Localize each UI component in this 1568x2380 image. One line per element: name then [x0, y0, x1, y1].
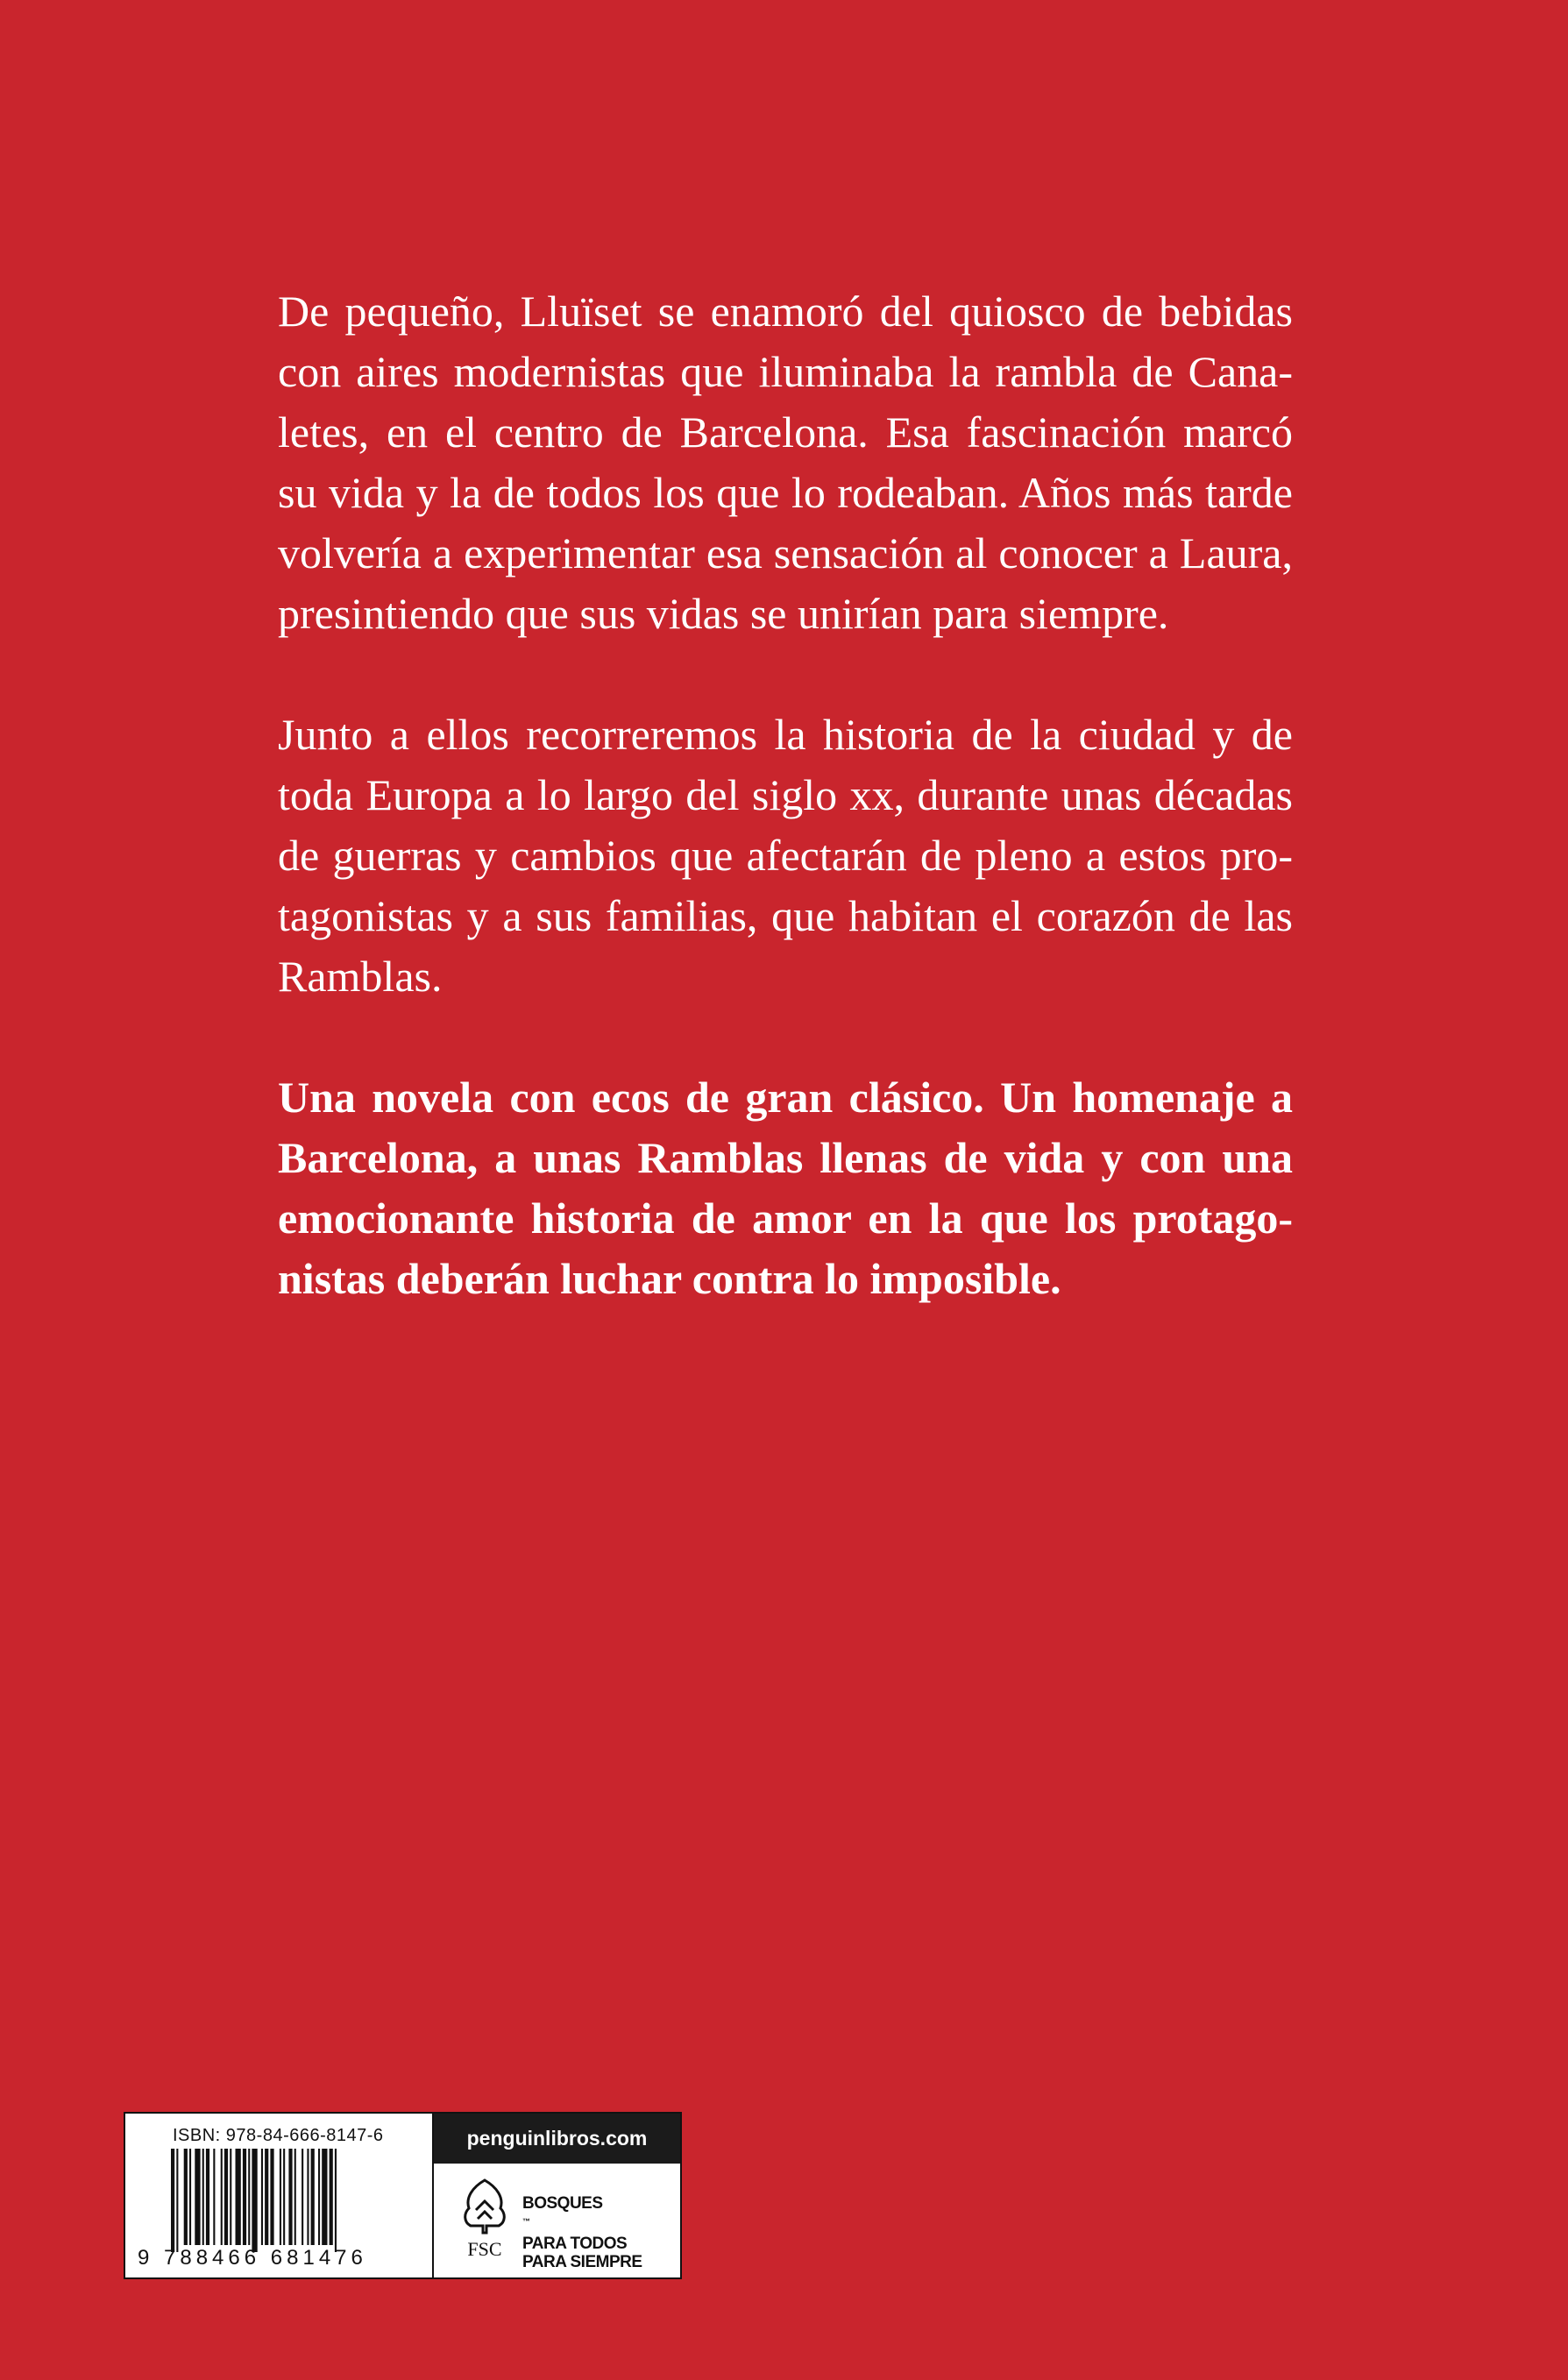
blurb-line: Junto a ellos recorreremos la historia de la ciudad y de	[278, 710, 1293, 759]
blurb-paragraph-3-tagline	[278, 1067, 1293, 1309]
fsc-line-1: BOSQUES	[522, 2194, 603, 2213]
barcode-bar	[248, 2149, 250, 2245]
blurb-line: volvería a experimentar esa sensación al conocer a Laura,	[278, 528, 1293, 577]
barcode-bar	[189, 2149, 191, 2245]
barcode-bar	[330, 2149, 333, 2245]
barcode-bar	[294, 2149, 296, 2245]
barcode-bar	[176, 2149, 178, 2252]
barcode-bar	[288, 2149, 292, 2245]
barcode-bars	[171, 2149, 399, 2252]
blurb-line: de guerras y cambios que afectarán de pleno a estos pro-	[278, 831, 1293, 880]
fsc-label: FSC	[467, 2238, 502, 2260]
barcode-bar	[195, 2149, 200, 2245]
isbn-label: ISBN: 978-84-666-8147-6	[173, 2126, 384, 2145]
fsc-tree-icon	[457, 2175, 513, 2263]
blurb-line: su vida y la de todos los que lo rodeaban. Años más tarde	[278, 468, 1293, 517]
barcode-panel	[125, 2114, 434, 2277]
barcode-bar	[221, 2149, 223, 2245]
blurb-line: con aires modernistas que iluminaba la rambla de Cana-	[278, 347, 1293, 396]
blurb-line: De pequeño, Lluïset se enamoró del quiosco de bebidas	[278, 287, 1293, 336]
publisher-panel	[434, 2114, 680, 2277]
barcode-bar	[236, 2149, 241, 2245]
barcode-bar	[202, 2149, 204, 2245]
barcode-bar	[318, 2149, 320, 2245]
blurb-line: emocionante historia de amor en la que los protago-	[278, 1194, 1293, 1243]
barcode-box	[124, 2112, 682, 2279]
fsc-slogan	[522, 2194, 642, 2271]
barcode-bar	[184, 2149, 188, 2245]
barcode-bar	[280, 2149, 281, 2245]
blurb-line: tagonistas y a sus familias, que habitan el corazón de las	[278, 891, 1293, 940]
barcode-bar	[230, 2149, 231, 2245]
barcode-bar	[171, 2149, 174, 2252]
barcode-bar	[335, 2149, 337, 2252]
barcode-bar	[206, 2149, 209, 2245]
barcode-bar	[243, 2149, 246, 2245]
barcode-bar	[322, 2149, 327, 2245]
barcode-bar	[265, 2149, 268, 2245]
barcode-digits: 9 788466 681476	[138, 2246, 367, 2270]
barcode-bar	[307, 2149, 309, 2245]
blurb-line: presintiendo que sus vidas se unirían para siempre.	[278, 589, 1169, 638]
barcode-bar	[283, 2149, 285, 2245]
barcode-bar	[261, 2149, 263, 2245]
blurb-paragraph-2	[278, 705, 1293, 1007]
barcode-bar	[311, 2149, 315, 2245]
blurb-line: letes, en el centro de Barcelona. Esa fascinación marcó	[278, 407, 1293, 457]
blurb-line: Ramblas.	[278, 952, 443, 1001]
blurb-line: nistas deberán luchar contra lo imposible.	[278, 1254, 1061, 1303]
blurb-line: toda Europa a lo largo del siglo xx, durante unas décadas	[278, 770, 1293, 819]
barcode-bar	[270, 2149, 273, 2245]
barcode-bar	[224, 2149, 228, 2245]
trademark-mark: ™	[522, 2217, 530, 2226]
fsc-line-3: PARA SIEMPRE	[522, 2253, 642, 2272]
barcode-bar	[213, 2149, 215, 2245]
blurb-line: Una novela con ecos de gran clásico. Un homenaje a	[278, 1073, 1293, 1122]
barcode-bar	[302, 2149, 303, 2245]
blurb-paragraph-1	[278, 281, 1293, 644]
blurb-text	[278, 281, 1293, 1309]
fsc-line-2: PARA TODOS	[522, 2235, 628, 2254]
publisher-url: penguinlibros.com	[434, 2114, 680, 2164]
blurb-line: Barcelona, a unas Ramblas llenas de vida y con una	[278, 1133, 1293, 1182]
barcode-bar	[252, 2149, 257, 2252]
